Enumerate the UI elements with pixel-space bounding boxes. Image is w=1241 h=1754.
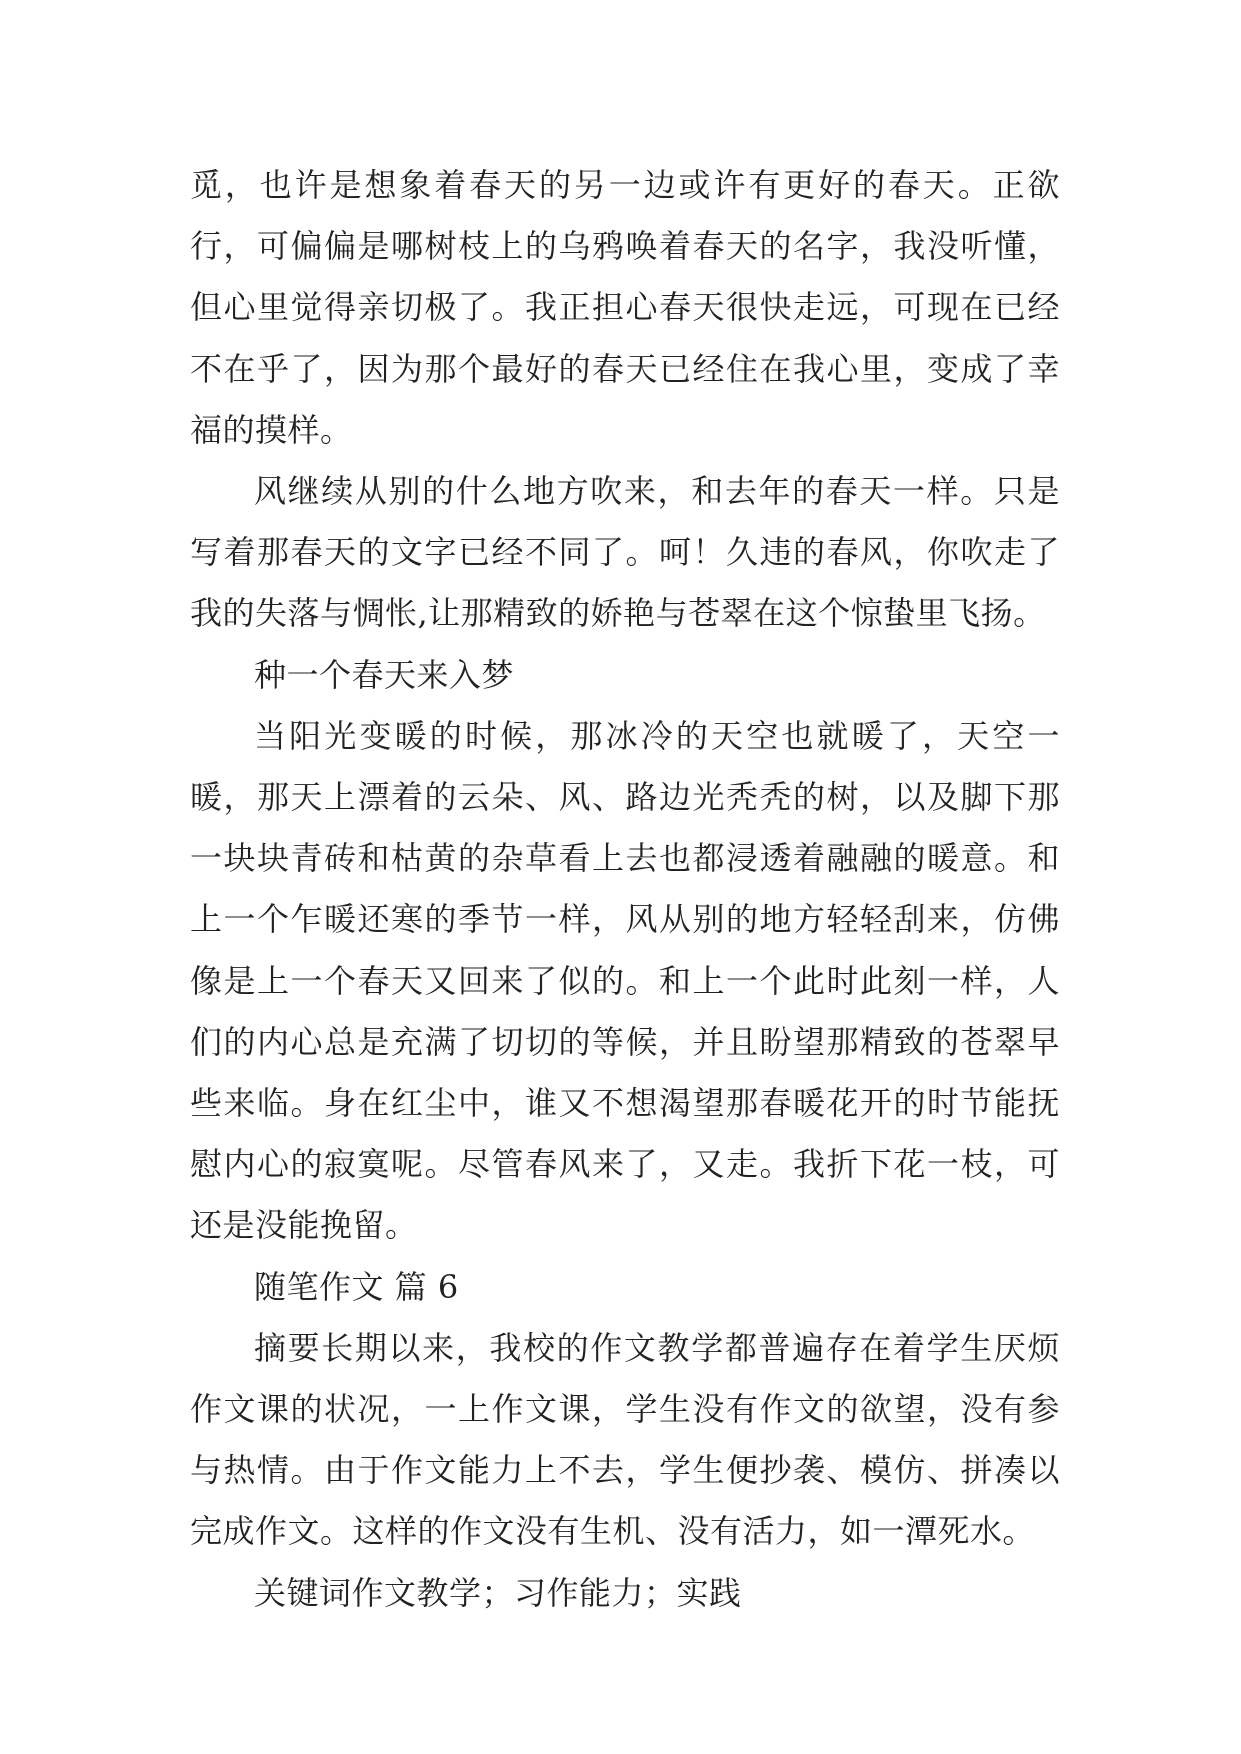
- paragraph: 风继续从别的什么地方吹来，和去年的春天一样。只是写着那春天的文字已经不同了。呵！久违的春风，你吹走了我的失落与惆怅,让那精致的娇艳与苍翠在这个惊蛰里飞扬。: [190, 472, 1060, 633]
- keywords-line: 关键词作文教学；习作能力；实践: [254, 1573, 742, 1612]
- document-body: [190, 155, 1060, 1624]
- paragraph: 当阳光变暖的时候，那冰冷的天空也就暖了，天空一暖，那天上漂着的云朵、风、路边光秃秃的树，以及脚下那一块块青砖和枯黄的杂草看上去也都浸透着融融的暖意。和上一个乍暖还寒的季节一样，风从别的地方轻轻刮来，仿佛像是上一个春天又回来了似的。和上一个此时此刻一样，人们的内心总是充满了切切的等候，并且盼望那精致的苍翠早些来临。身在红尘中，谁又不想渴望那春暖花开的时节能抚慰内心的寂寞呢。尽管春风来了，又走。我折下花一枝，可还是没能挽留。: [190, 716, 1060, 1245]
- paragraph: 摘要长期以来，我校的作文教学都普遍存在着学生厌烦作文课的状况，一上作文课，学生没有作文的欲望，没有参与热情。由于作文能力上不去，学生便抄袭、模仿、拼凑以完成作文。这样的作文没有生机、没有活力，如一潭死水。: [190, 1328, 1060, 1551]
- section-heading: 随笔作文 篇 6: [254, 1267, 459, 1306]
- section-heading: 种一个春天来入梦: [254, 655, 515, 694]
- paragraph: 觅，也许是想象着春天的另一边或许有更好的春天。正欲行，可偏偏是哪树枝上的乌鸦唤着春天的名字，我没听懂，但心里觉得亲切极了。我正担心春天很快走远，可现在已经不在乎了，因为那个最好的春天已经住在我心里，变成了幸福的摸样。: [190, 166, 1060, 449]
